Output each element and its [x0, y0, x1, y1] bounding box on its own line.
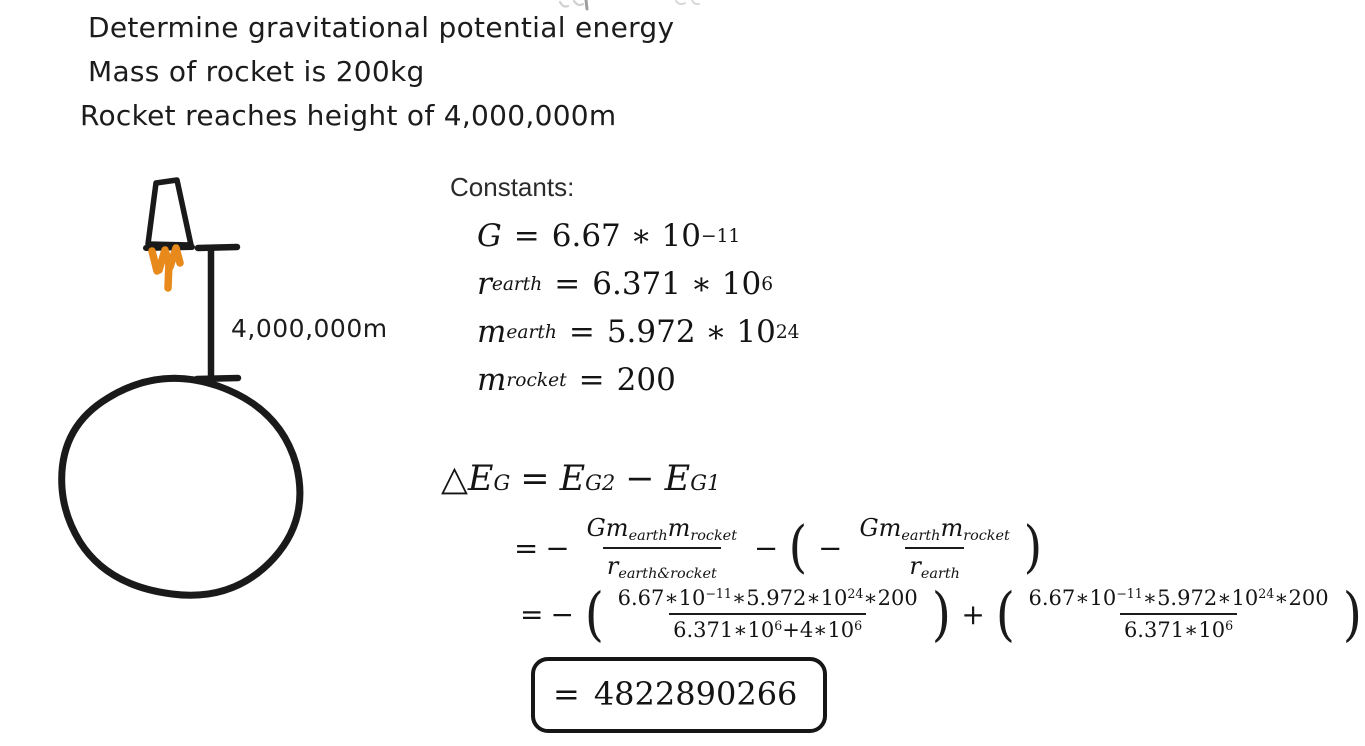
constant-value: 200: [616, 362, 676, 398]
E-subscript: G2: [585, 471, 616, 495]
E-subscript: G: [493, 471, 511, 495]
E-symbol: E: [664, 459, 691, 499]
rocket-subscript: rocket: [690, 528, 737, 545]
earth-subscript: earth: [901, 528, 941, 545]
constants-block: [450, 172, 799, 404]
den-part: +4∗10: [782, 618, 855, 642]
exponent: −11: [705, 586, 732, 602]
num-part: 6.67∗10: [617, 586, 706, 610]
equation-symbolic: [514, 514, 1046, 582]
equation-delta-EG: [441, 459, 720, 499]
fraction-earth-only: [855, 514, 1013, 582]
num-part: ∗5.972∗10: [731, 586, 848, 610]
delta-symbol: △: [441, 459, 468, 499]
fraction-numerator: [855, 514, 1013, 547]
earth-rocket-subscript: earth&rocket: [618, 566, 717, 583]
minus-sign: −: [818, 531, 843, 566]
constant-value: 6.67 ∗ 10: [551, 218, 701, 254]
constant-r-earth: [477, 260, 799, 308]
earth-subscript: earth: [628, 528, 668, 545]
open-paren: (: [995, 579, 1015, 648]
minus-sign: −: [625, 459, 655, 499]
exponent: 24: [847, 586, 864, 602]
constant-subscript: earth: [506, 321, 557, 343]
equals-sign: =: [520, 597, 544, 631]
equals-sign: =: [578, 362, 605, 398]
rocket-body: [148, 180, 191, 245]
den-part: 6.371∗10: [1123, 618, 1226, 642]
constants-title: Constants:: [450, 172, 575, 202]
equals-sign: =: [554, 266, 581, 302]
problem-statement: [80, 6, 675, 138]
constant-subscript: earth: [491, 273, 543, 295]
boxed-answer: [531, 657, 827, 733]
fraction-denominator: [1120, 613, 1237, 642]
exponent: −11: [1116, 586, 1143, 602]
constant-symbol: G: [477, 218, 502, 254]
m-term: m: [667, 514, 691, 542]
earth-circle: [62, 378, 300, 595]
constant-symbol: r: [477, 266, 492, 302]
equals-sign: =: [513, 218, 540, 254]
problem-line-3: Rocket reaches height of 4,000,000m: [80, 99, 617, 132]
equation-numeric: [520, 579, 1365, 648]
num-part: ∗200: [863, 586, 918, 610]
num-part: 6.67∗10: [1028, 586, 1117, 610]
fraction-numerator: [583, 514, 741, 547]
measure-top-cap: [198, 247, 237, 248]
constant-exponent: 24: [775, 321, 800, 343]
equals-sign: =: [514, 531, 539, 566]
numeric-fraction-2: [1024, 586, 1332, 642]
equals-sign: =: [553, 675, 580, 713]
close-paren: ): [1342, 579, 1362, 648]
constant-value: 5.972 ∗ 10: [606, 314, 776, 350]
minus-sign: −: [550, 597, 574, 631]
constant-value: 6.371 ∗ 10: [592, 266, 762, 302]
fraction-earth-and-rocket: [583, 514, 741, 582]
fraction-numerator: [1024, 586, 1332, 613]
constant-exponent: 6: [761, 273, 774, 295]
problem-line-2: Mass of rocket is 200kg: [88, 55, 425, 88]
fraction-numerator: [614, 586, 922, 613]
exponent: 6: [774, 618, 783, 634]
problem-line-1: Determine gravitational potential energy: [88, 11, 675, 44]
Gm-term: Gm: [586, 514, 629, 542]
earth-subscript: earth: [920, 566, 960, 583]
num-part: ∗200: [1274, 586, 1329, 610]
r-term: r: [606, 552, 619, 581]
constant-m-rocket: [477, 356, 799, 404]
minus-sign: −: [545, 531, 570, 566]
Gm-term: Gm: [859, 514, 902, 542]
constant-exponent: −11: [701, 225, 741, 247]
close-paren: ): [931, 579, 951, 648]
E-symbol: E: [467, 459, 494, 499]
fraction-denominator: [603, 547, 721, 582]
exponent: 6: [854, 618, 863, 634]
constants-rows: [450, 212, 799, 404]
open-paren: (: [788, 514, 808, 580]
numeric-fraction-1: [614, 586, 922, 642]
rocket-subscript: rocket: [963, 528, 1010, 545]
minus-sign: −: [753, 531, 779, 566]
num-part: ∗5.972∗10: [1142, 586, 1259, 610]
constant-m-earth: [477, 308, 799, 356]
E-subscript: G1: [690, 471, 721, 495]
r-term: r: [909, 552, 921, 581]
open-paren: (: [584, 579, 604, 648]
constant-symbol: m: [477, 362, 507, 398]
exponent: 24: [1258, 586, 1275, 602]
constant-subscript: rocket: [506, 369, 567, 391]
constant-symbol: m: [477, 314, 507, 350]
exponent: 6: [1225, 618, 1234, 634]
equals-sign: =: [568, 314, 595, 350]
equals-sign: =: [520, 459, 550, 499]
fraction-denominator: [669, 613, 866, 642]
constant-G: [477, 212, 799, 260]
E-symbol: E: [559, 459, 586, 499]
plus-sign: +: [961, 597, 985, 631]
den-part: 6.371∗10: [673, 618, 775, 642]
flame-stroke-tail: [168, 261, 169, 288]
m-term: m: [940, 514, 964, 542]
answer-value: 4822890266: [593, 675, 798, 713]
fraction-denominator: [905, 547, 964, 582]
rocket-earth-sketch: [40, 158, 380, 628]
height-measurement-label: 4,000,000m: [231, 314, 388, 343]
close-paren: ): [1023, 514, 1043, 580]
